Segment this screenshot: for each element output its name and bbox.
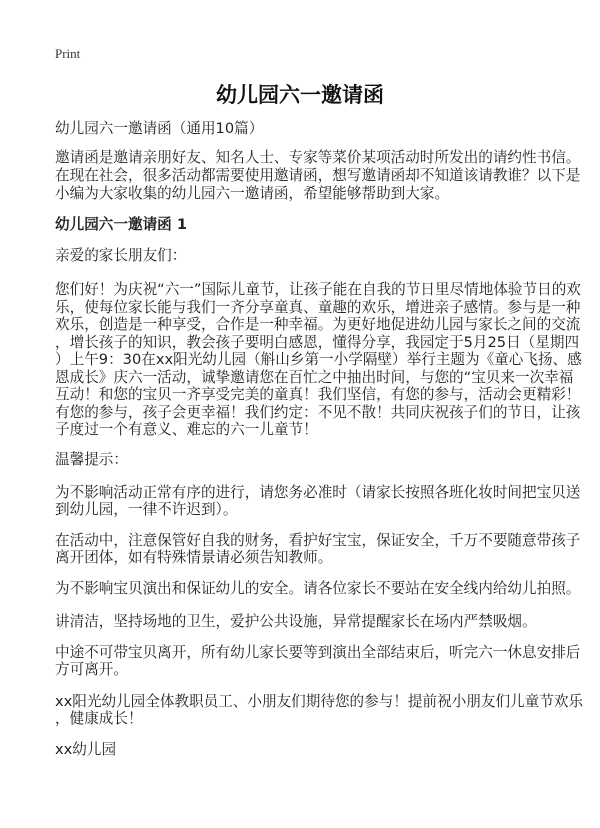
text-line: 在现在社会，很多活动都需要使用邀请函，想写邀请函却不知道该请教谁？以下是 bbox=[55, 167, 581, 184]
tip-paragraph: 讲清洁，坚持场地的卫生，爱护公共设施，异常提醒家长在场内严禁吸烟。 bbox=[55, 613, 537, 630]
intro-paragraph bbox=[55, 149, 581, 203]
text-line: ，增长孩子的知识，教会孩子要明白感恩，懂得分享，我园定于5月25日（星期四 bbox=[55, 333, 580, 351]
text-line: 互动！和您的宝贝一齐享受完美的童真！我们坚信，有您的参与，活动会更精彩！ bbox=[55, 386, 581, 403]
text-line: 方可离开。 bbox=[55, 661, 128, 678]
text-line: 子度过一个有意义、难忘的六一儿童节！ bbox=[55, 421, 318, 438]
text-line: 离开团体，如有特殊情景请必须告知教师。 bbox=[55, 549, 333, 566]
text-line: xx阳光幼儿园全体教职员工、小朋友们期待您的参与！提前祝小朋友们儿童节欢乐 bbox=[55, 693, 584, 710]
page-title: 幼儿园六一邀请函 bbox=[216, 83, 384, 107]
closing-paragraph bbox=[55, 693, 584, 727]
body-paragraph bbox=[55, 281, 582, 439]
text-line: ，健康成长！ bbox=[55, 710, 143, 727]
text-line: 为不影响活动正常有序的进行，请您务必准时（请家长按照各班化妆时间把宝贝送 bbox=[55, 484, 581, 501]
tip-paragraph: 为不影响宝贝演出和保证幼儿的安全。请各位家长不要站在安全线内给幼儿拍照。 bbox=[55, 580, 581, 597]
signature: xx幼儿园 bbox=[55, 741, 117, 758]
tips-heading: 温馨提示： bbox=[55, 451, 128, 468]
text-line: 有您的参与，孩子会更幸福！我们约定：不见不散！共同庆祝孩子们的节日，让孩 bbox=[55, 403, 581, 421]
text-line: 欢乐，创造是一种享受，合作是一种幸福。为更好地促进幼儿园与家长之间的交流 bbox=[55, 316, 581, 333]
text-line: 乐，使每位家长能与我们一齐分享童真、童趣的欢乐，增进亲子感情。参与是一种 bbox=[55, 298, 581, 316]
tip-paragraph bbox=[55, 644, 581, 678]
tip-paragraph bbox=[55, 532, 581, 566]
text-line: 小编为大家收集的幼儿园六一邀请函，希望能够帮助到大家。 bbox=[55, 185, 450, 202]
text-line: 您们好！为庆祝“六一”国际儿童节，让孩子能在自我的节日里尽情地体验节日的欢 bbox=[55, 281, 581, 298]
print-link[interactable]: Print bbox=[55, 46, 81, 61]
text-line: 到幼儿园，一律不许迟到）。 bbox=[55, 501, 238, 518]
subtitle: 幼儿园六一邀请函（通用10篇） bbox=[55, 120, 264, 137]
text-line: ）上午9：30在xx阳光幼儿园（斛山乡第一小学隔壁）举行主题为《童心飞扬、感 bbox=[55, 351, 582, 368]
tip-paragraph bbox=[55, 484, 581, 518]
greeting: 亲爱的家长朋友们： bbox=[55, 247, 187, 264]
text-line: 邀请函是邀请亲朋好友、知名人士、专家等菜价某项活动时所发出的请约性书信。 bbox=[55, 149, 581, 166]
section-heading: 幼儿园六一邀请函 1 bbox=[55, 216, 187, 233]
text-line: 中途不可带宝贝离开，所有幼儿家长要等到演出全部结束后，听完六一休息安排后 bbox=[55, 644, 581, 661]
text-line: 恩成长》庆六一活动，诚挚邀请您在百忙之中抽出时间，与您的“宝贝来一次幸福 bbox=[55, 368, 574, 386]
text-line: 在活动中，注意保管好自我的财务，看护好宝宝，保证安全，千万不要随意带孩子 bbox=[55, 532, 581, 549]
